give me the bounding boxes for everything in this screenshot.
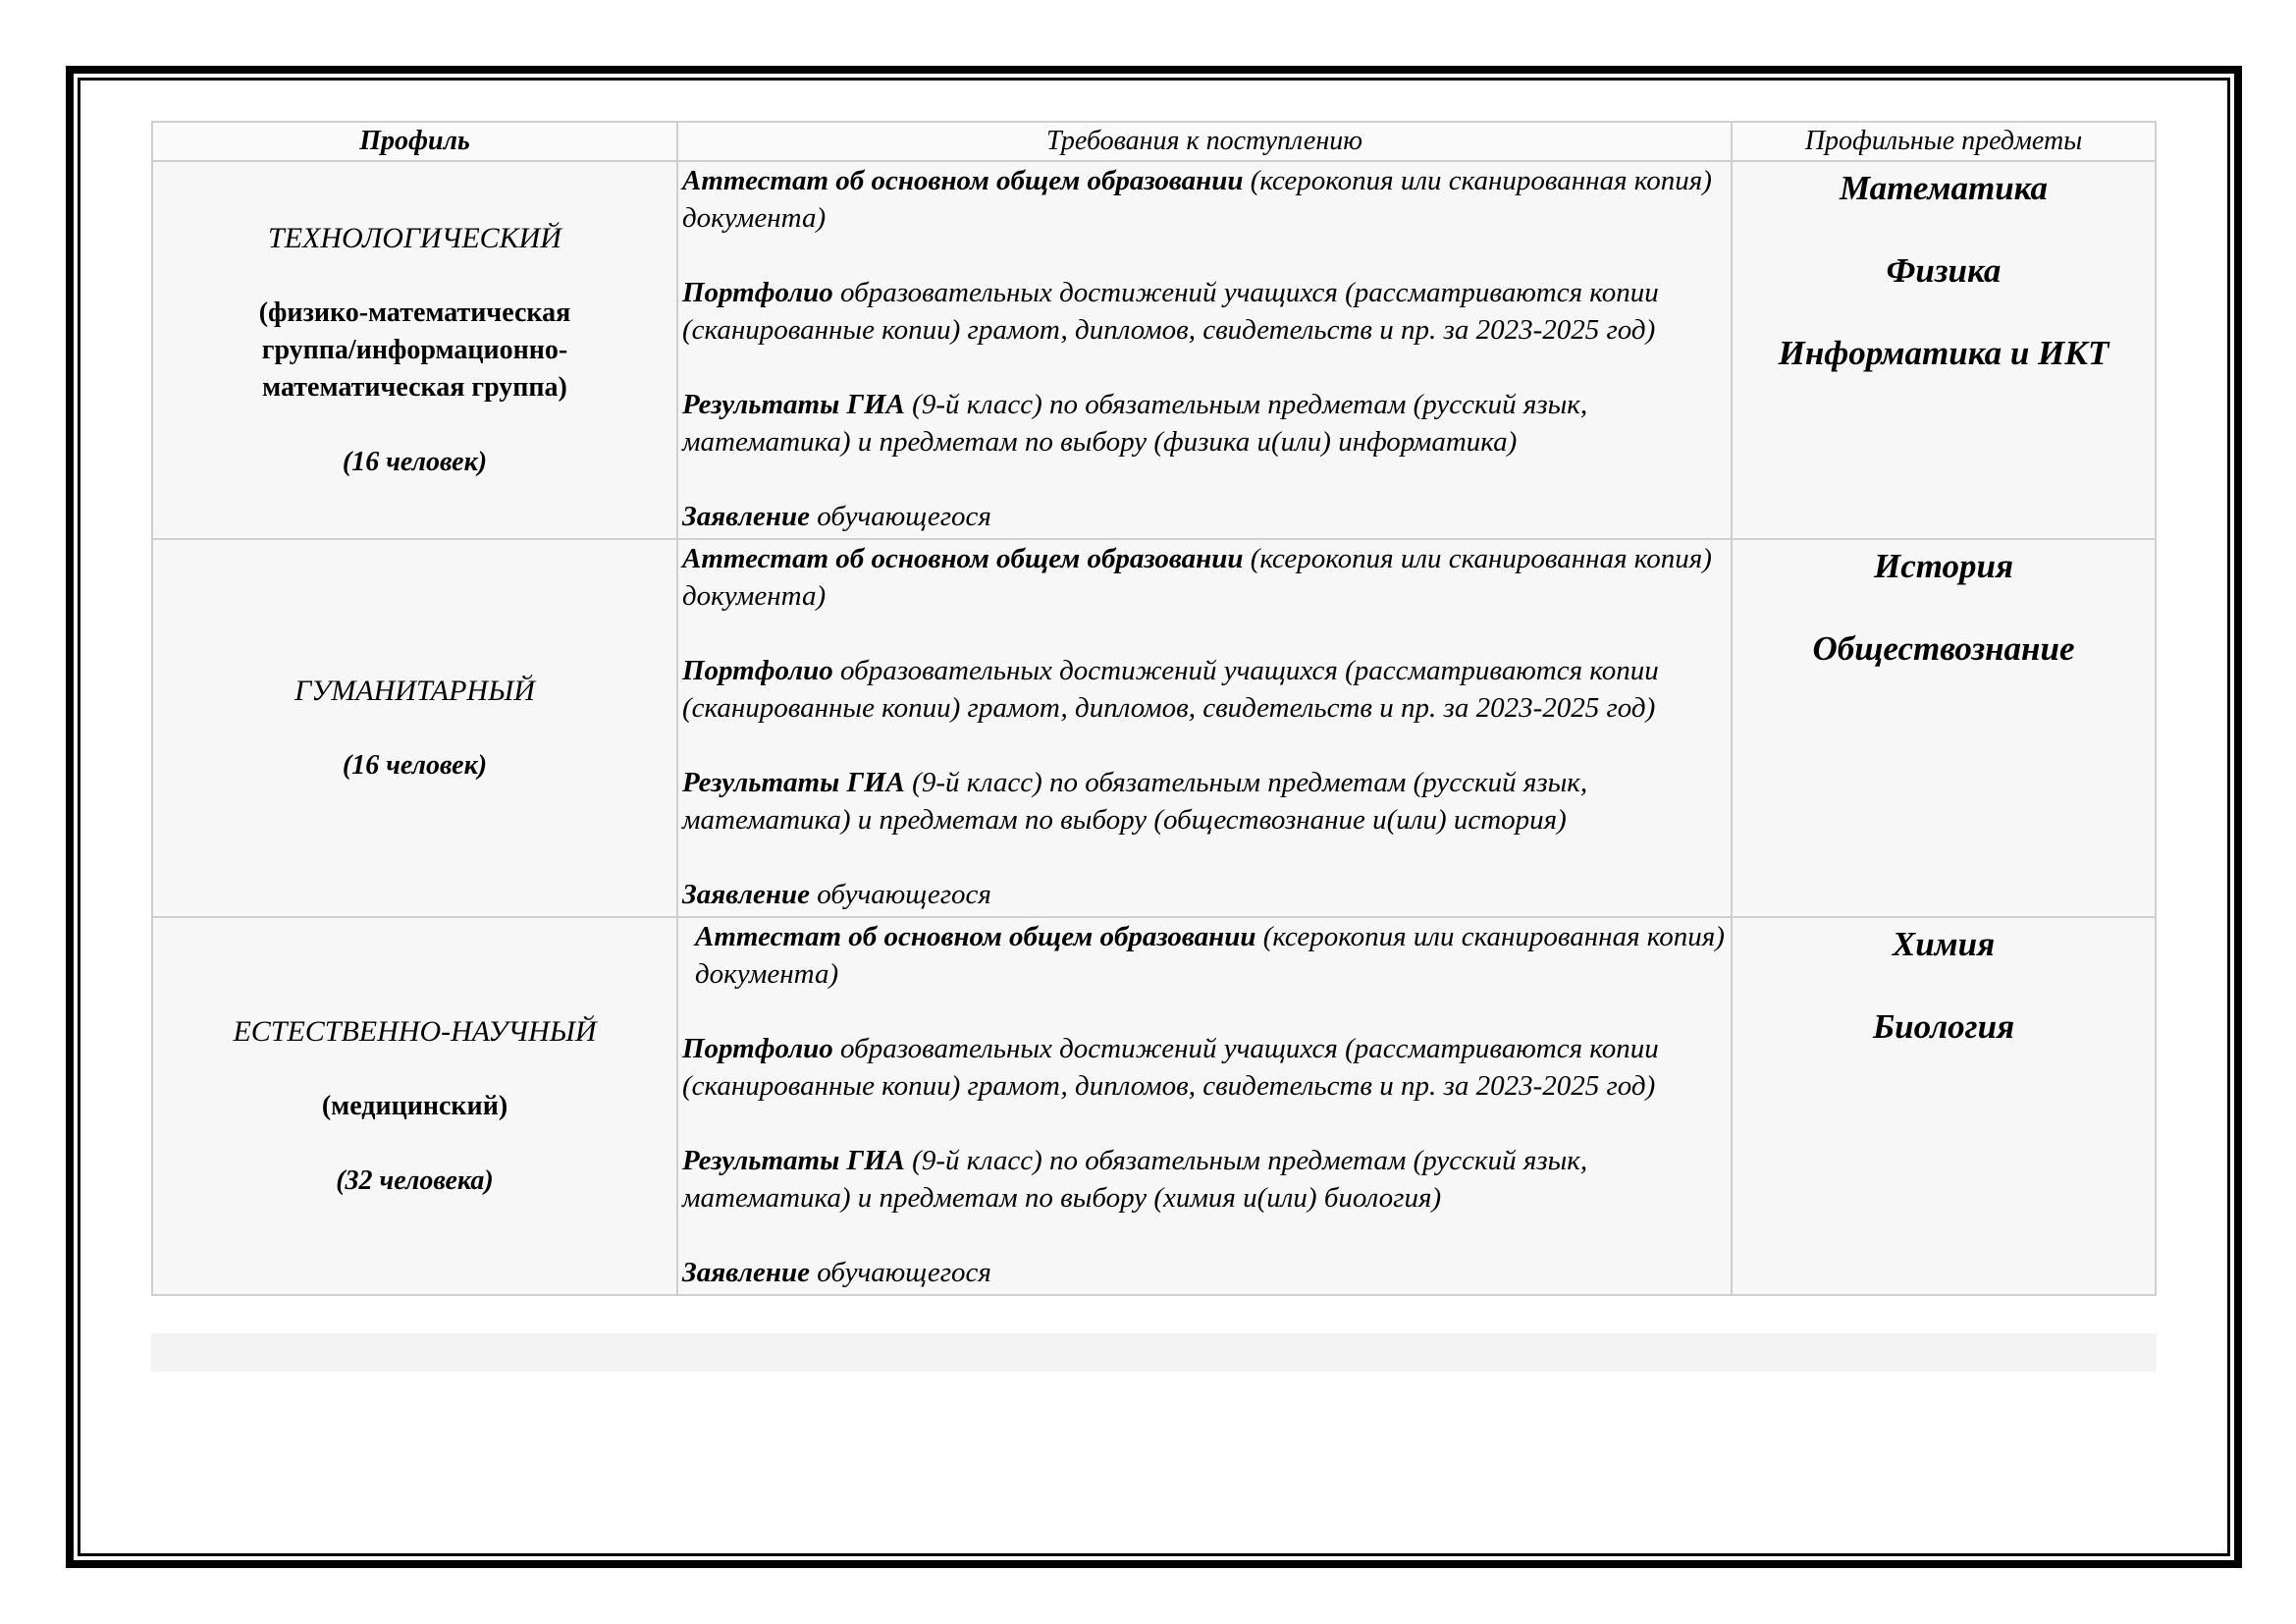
requirement-item bbox=[682, 274, 1731, 349]
profile-cell-technological bbox=[153, 162, 676, 538]
requirement-text: образовательных достижений учащихся (рассматриваются копии (сканированные копии) грамот, дипломов, свидетельств и пр. за 2023-2025 год) bbox=[682, 277, 1659, 346]
profile-name: ТЕХНОЛОГИЧЕСКИЙ bbox=[268, 221, 561, 254]
profile-cell-natural-science bbox=[153, 918, 676, 1294]
subject-item: Физика bbox=[1886, 251, 2002, 290]
requirement-text: (9-й класс) по обязательным предметам (русский язык, математика) и предметам по выбору (химия и(или) биология) bbox=[682, 1145, 1588, 1214]
subject-item: Обществознание bbox=[1812, 629, 2075, 668]
profile-cell-humanitarian bbox=[153, 540, 676, 916]
requirements-cell bbox=[678, 918, 1731, 1294]
profile-count: (16 человек) bbox=[342, 749, 488, 781]
requirement-title: Заявление bbox=[682, 1257, 811, 1288]
requirement-text: обучающегося bbox=[810, 879, 991, 910]
subject-item: Математика bbox=[1839, 169, 2049, 207]
subject-item: Информатика и ИКТ bbox=[1778, 334, 2109, 372]
requirement-item bbox=[682, 1142, 1731, 1217]
profile-subtitle: (физико-математическая группа/информационно- математическая группа) bbox=[258, 297, 571, 403]
requirement-text: образовательных достижений учащихся (рассматриваются копии (сканированные копии) грамот, дипломов, свидетельств и пр. за 2023-2025 год) bbox=[682, 655, 1659, 724]
requirement-text: образовательных достижений учащихся (рассматриваются копии (сканированные копии) грамот, дипломов, свидетельств и пр. за 2023-2025 год) bbox=[682, 1033, 1659, 1102]
requirement-text: (ксерокопия или сканированная копия) документа) bbox=[695, 921, 1725, 990]
profile-name: ЕСТЕСТВЕННО-НАУЧНЫЙ bbox=[233, 1014, 597, 1048]
requirement-title: Аттестат об основном общем образовании bbox=[682, 543, 1244, 574]
requirements-cell bbox=[678, 162, 1731, 538]
profile-name: ГУМАНИТАРНЫЙ bbox=[294, 674, 535, 707]
requirement-item bbox=[682, 918, 1731, 993]
requirement-text: (ксерокопия или сканированная копия) документа) bbox=[682, 165, 1712, 234]
requirement-item bbox=[682, 498, 1731, 535]
header-profile: Профиль bbox=[153, 123, 676, 160]
requirement-item bbox=[682, 386, 1731, 460]
requirement-text: (9-й класс) по обязательным предметам (русский язык, математика) и предметам по выбору (обществознание и(или) история) bbox=[682, 767, 1588, 836]
requirements-cell bbox=[678, 540, 1731, 916]
header-requirements: Требования к поступлению bbox=[678, 123, 1731, 160]
requirement-text: обучающегося bbox=[810, 1257, 991, 1288]
requirement-item bbox=[682, 540, 1731, 615]
requirement-item bbox=[682, 652, 1731, 727]
requirement-title: Аттестат об основном общем образовании bbox=[695, 921, 1256, 952]
requirement-title: Портфолио bbox=[682, 1033, 833, 1064]
profile-subtitle: (медицинский) bbox=[321, 1090, 508, 1121]
profile-count: (16 человек) bbox=[342, 446, 488, 477]
requirement-title: Заявление bbox=[682, 879, 811, 910]
requirement-item bbox=[682, 764, 1731, 839]
requirement-item bbox=[682, 162, 1731, 237]
requirement-title: Портфолио bbox=[682, 655, 833, 686]
subjects-cell bbox=[1733, 162, 2155, 538]
requirement-item bbox=[682, 1254, 1731, 1291]
subject-item: Химия bbox=[1892, 925, 1996, 963]
requirement-title: Результаты ГИА bbox=[682, 389, 905, 420]
profile-count: (32 человека) bbox=[336, 1164, 494, 1196]
requirement-text: (9-й класс) по обязательным предметам (русский язык, математика) и предметам по выбору (физика и(или) информатика) bbox=[682, 389, 1588, 458]
subject-item: Биология bbox=[1872, 1007, 2015, 1046]
requirement-item bbox=[682, 1030, 1731, 1105]
header-subjects: Профильные предметы bbox=[1733, 123, 2155, 160]
requirement-text: обучающегося bbox=[810, 501, 991, 532]
admissions-table bbox=[151, 121, 2157, 1296]
requirement-title: Аттестат об основном общем образовании bbox=[682, 165, 1244, 196]
requirement-item bbox=[682, 876, 1731, 913]
requirement-text: (ксерокопия или сканированная копия) документа) bbox=[682, 543, 1712, 612]
empty-bottom-bar bbox=[151, 1333, 2157, 1372]
subjects-cell bbox=[1733, 918, 2155, 1294]
requirement-title: Результаты ГИА bbox=[682, 1145, 905, 1176]
requirement-title: Портфолио bbox=[682, 277, 833, 308]
subject-item: История bbox=[1873, 547, 2014, 585]
requirement-title: Результаты ГИА bbox=[682, 767, 905, 798]
requirement-title: Заявление bbox=[682, 501, 811, 532]
subjects-cell bbox=[1733, 540, 2155, 916]
